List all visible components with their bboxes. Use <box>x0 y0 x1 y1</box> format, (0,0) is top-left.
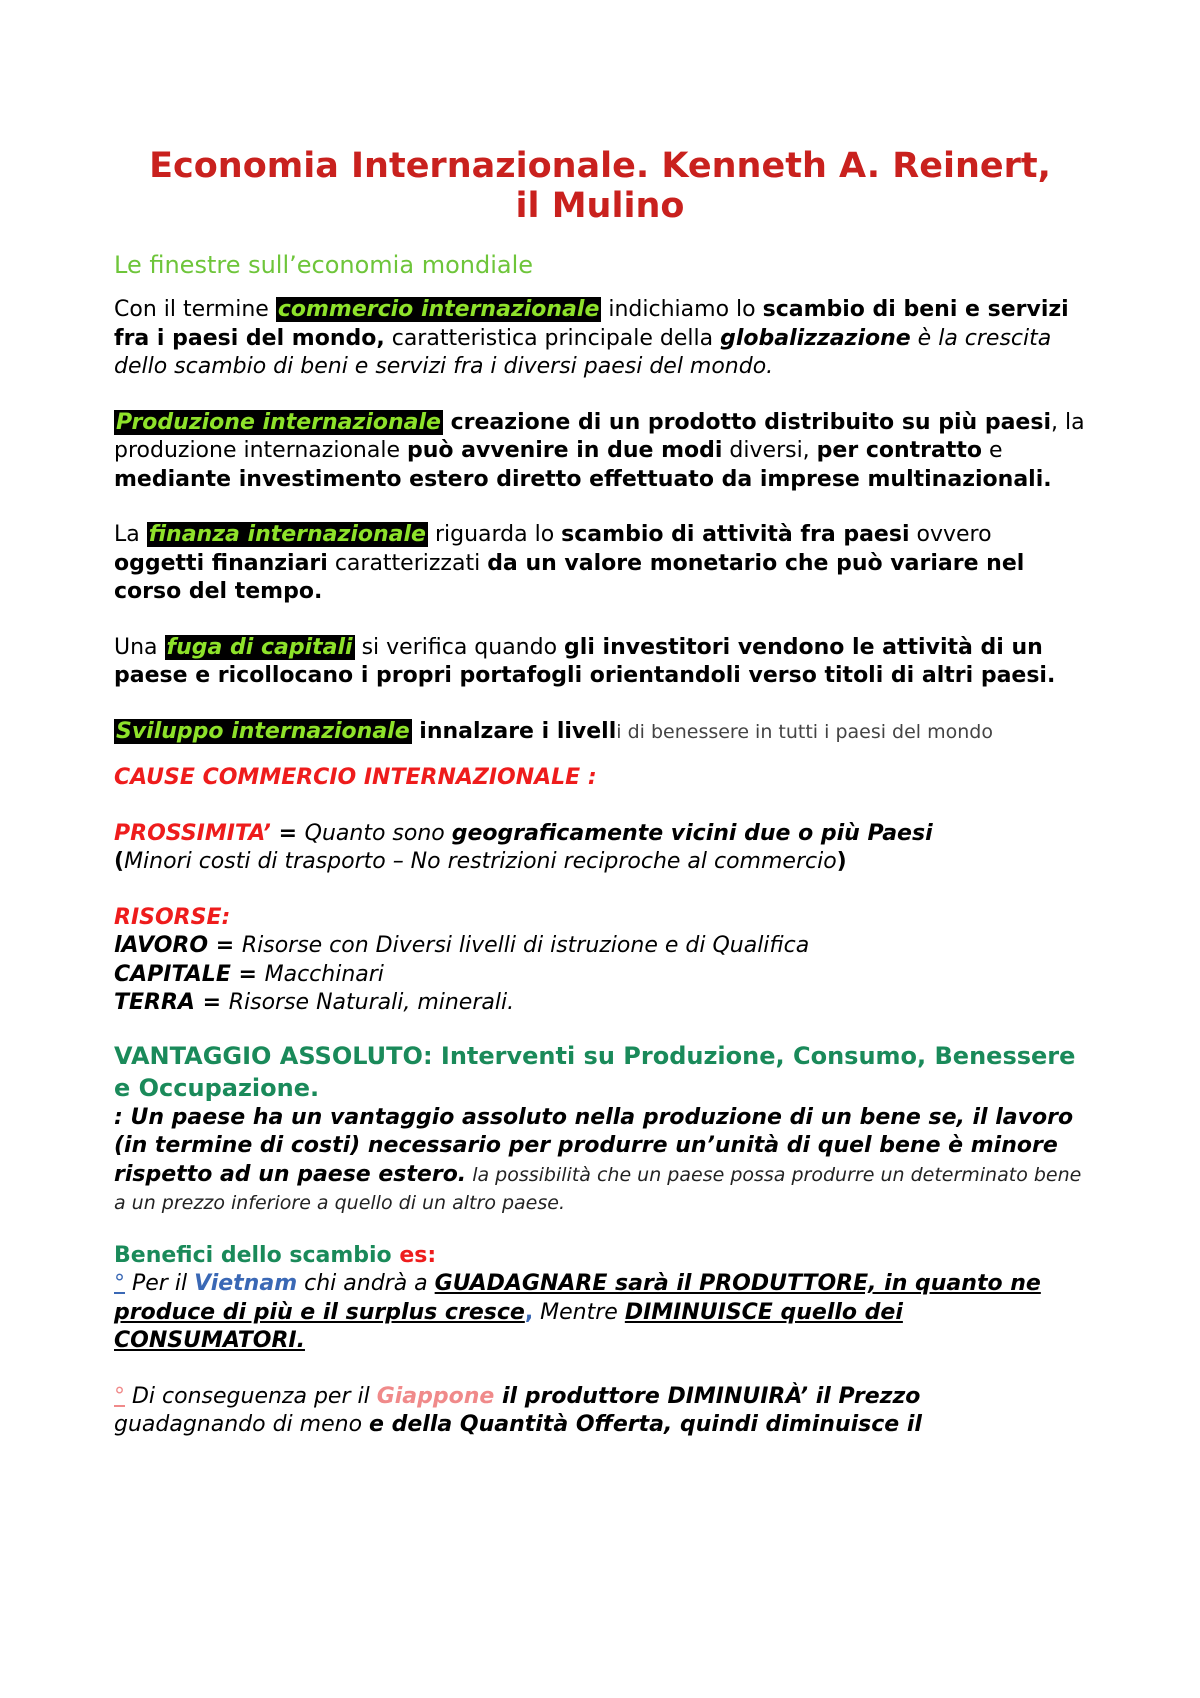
bold-text: gli investitori vendono le attività di un paese e ricollocano i propri portafogli orientandoli verso titoli di altri paesi. <box>114 634 1056 688</box>
paragraph-finanza <box>114 521 1086 607</box>
benefici-item-2 <box>114 1383 1086 1440</box>
text: riguarda lo <box>427 522 562 547</box>
text: ovvero <box>909 522 992 547</box>
underlined-text: DIMINUISCE quello dei CONSUMATORI. <box>114 1299 903 1353</box>
text: Una <box>114 634 165 660</box>
paragraph-commercio <box>114 296 1086 382</box>
degree-bullet: ° <box>114 1271 125 1296</box>
bold-text: oggetti finanziari <box>114 550 328 576</box>
country-name: Giappone <box>376 1383 495 1409</box>
text: e <box>982 438 1003 463</box>
benefici-heading <box>114 1242 1086 1271</box>
bold-text: creazione di un prodotto distribuito su più paesi <box>442 409 1051 435</box>
red-label: es: <box>399 1242 437 1268</box>
highlight-term: fuga di capitali <box>166 634 353 660</box>
bold-text: innalzare i livell <box>411 718 617 744</box>
resource-key: lAVORO <box>114 933 209 958</box>
italic-text: Di conseguenza per il <box>125 1383 377 1409</box>
underlined-text: GUADAGNARE sarà il PRODUTTORE, in quanto ne produce di più e il surplus cresce <box>114 1271 1041 1325</box>
italic-text: guadagnando di meno <box>114 1412 370 1437</box>
bold-italic-text: la Quantità Offerta, quindi diminuisce il <box>429 1412 922 1437</box>
red-label: RISORSE: <box>114 904 231 930</box>
vantaggio-heading: VANTAGGIO ASSOLUTO: Interventi su Produzione, Consumo, Benessere e Occupazione. <box>114 1041 1076 1102</box>
text: caratterizzati <box>327 550 488 576</box>
equals: = <box>230 961 265 987</box>
bold-text: mediante investimento estero diretto effettuato da imprese multinazionali. <box>114 466 1052 492</box>
bold-italic-text: e del <box>369 1412 430 1437</box>
resource-key: TERRA <box>114 990 195 1015</box>
text: La <box>114 522 147 547</box>
bold-italic-text: : Un paese ha un vantaggio assoluto nella produzione di un bene se, il lavoro (in termine di costi) necessario per produrre un’unità di quel bene è minore rispetto ad un paese estero. <box>114 1104 1074 1187</box>
equals: = <box>270 820 305 846</box>
text: si verifica quando <box>354 634 565 660</box>
title-line-1: Economia Internazionale. Kenneth A. Reinert, <box>149 146 1051 186</box>
italic-text: Mentre <box>533 1299 625 1325</box>
paragraph-prossimita <box>114 820 1086 877</box>
text: diversi, <box>722 438 817 463</box>
section-subtitle: Le finestre sull’economia mondiale <box>114 251 534 279</box>
comma: , <box>524 1299 534 1325</box>
paren: ( <box>114 849 125 874</box>
document-title <box>114 146 1086 226</box>
italic-text: Per il <box>125 1271 195 1296</box>
paragraph-produzione <box>114 409 1086 495</box>
text: i di benessere in tutti i paesi del mondo <box>616 720 993 743</box>
title-line-2: il Mulino <box>515 186 685 226</box>
text: caratteristica principale della <box>384 325 721 351</box>
red-label: PROSSIMITA’ <box>114 820 271 846</box>
paragraph-fuga <box>114 634 1086 691</box>
bold-text: scambio di attività fra paesi <box>561 522 910 547</box>
equals: = <box>208 933 242 958</box>
italic-text: Minori costi di trasporto – No restrizioni reciproche al commercio <box>124 849 837 874</box>
text: , la produzione internazionale <box>114 409 1085 463</box>
paren: ) <box>836 849 847 874</box>
italic-text: Quanto sono <box>304 820 452 846</box>
small-italic-text: la possibilità che un paese possa produrre un determinato bene a un prezzo inferiore a quello di un altro paese. <box>114 1163 1082 1214</box>
degree-bullet: ° <box>114 1383 125 1409</box>
italic-text: è la crescita dello scambio di beni e servizi fra i diversi paesi del mondo. <box>114 325 1052 379</box>
highlight-term: commercio internazionale <box>277 297 600 322</box>
highlight-term: finanza internazionale <box>148 522 426 547</box>
red-heading: CAUSE COMMERCIO INTERNAZIONALE : <box>114 765 597 790</box>
bold-text: può avvenire in due modi <box>406 438 723 463</box>
country-name: Vietnam <box>194 1271 298 1296</box>
highlight-term: Produzione internazionale <box>116 409 441 435</box>
text: indichiamo lo <box>601 297 763 322</box>
paragraph-sviluppo <box>114 718 1086 747</box>
bold-text: da un valore monetario che può variare nel corso del tempo. <box>114 550 1025 604</box>
resource-key: CAPITALE <box>114 961 231 987</box>
resource-value: Risorse con Diversi livelli di istruzione e di Qualifica <box>241 933 810 958</box>
bold-text: per contratto <box>816 438 983 463</box>
benefici-item-1 <box>114 1270 1086 1356</box>
resource-value: Risorse Naturali, minerali. <box>228 990 515 1015</box>
bold-italic-term: globalizzazione <box>720 325 911 351</box>
bold-text: scambio di beni e servizi fra i paesi del mondo, <box>114 297 1069 351</box>
text: Con il termine <box>114 297 276 322</box>
cause-heading <box>114 764 1086 793</box>
bold-italic-text: geograficamente vicini due o più Paesi <box>451 820 933 846</box>
resource-value: Macchinari <box>264 961 384 987</box>
paragraph-vantaggio <box>114 1104 1086 1218</box>
paragraph-risorse <box>114 904 1086 1018</box>
italic-text: chi andrà a <box>297 1271 435 1296</box>
highlight-term: Sviluppo internazionale <box>116 718 410 744</box>
equals: = <box>194 990 229 1015</box>
green-label: Benefici dello scambio <box>114 1242 400 1268</box>
bold-italic-text: il produttore DIMINUIRÀ’ il Prezzo <box>494 1383 921 1409</box>
